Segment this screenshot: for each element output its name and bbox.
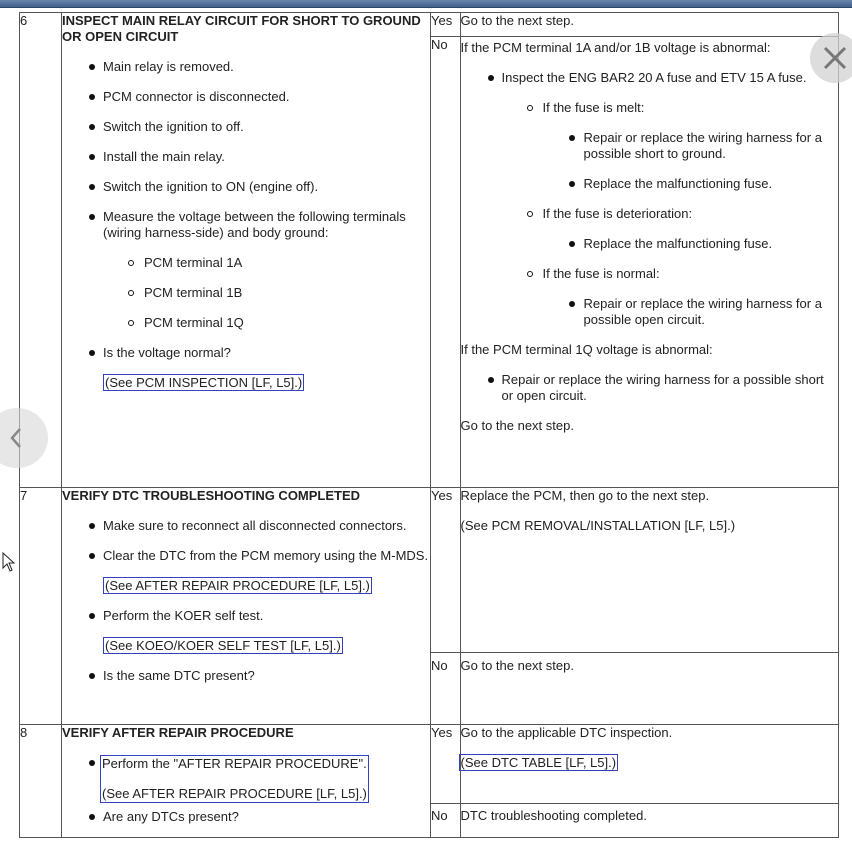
result-cell — [431, 488, 839, 725]
list-subitem: If the fuse is normal: — [461, 266, 839, 282]
list-item: Install the main relay. — [62, 149, 430, 165]
close-icon — [822, 45, 848, 71]
instruction-reference: (See AFTER REPAIR PROCEDURE [LF, L5].) — [102, 786, 367, 801]
step-list — [62, 59, 430, 361]
list-item: Repair or replace the wiring harness for a possible short or open circuit. — [461, 372, 839, 404]
list-item-question: Is the voltage normal? — [62, 345, 430, 361]
step-list — [62, 668, 430, 684]
mouse-pointer-icon — [2, 552, 16, 572]
step-list — [62, 608, 430, 624]
step-number: 6 — [20, 13, 62, 488]
no-label: No — [431, 36, 460, 487]
viewer-title-bar — [0, 0, 852, 8]
table-row-step-6 — [20, 13, 839, 488]
list-item: PCM connector is disconnected. — [62, 89, 430, 105]
yes-reference: (See PCM REMOVAL/INSTALLATION [LF, L5].) — [460, 518, 736, 533]
list-item: Clear the DTC from the PCM memory using the M-MDS. — [62, 548, 430, 564]
no-action: Go to the next step. — [460, 657, 574, 673]
no-action — [460, 36, 838, 487]
yes-label: Yes — [431, 725, 460, 803]
list-item: Replace the malfunctioning fuse. — [461, 176, 839, 192]
list-item: Perform the KOER self test. — [62, 608, 430, 624]
list-item: Make sure to reconnect all disconnected connectors. — [62, 518, 430, 534]
list-subitem: PCM terminal 1B — [62, 285, 430, 301]
step-list — [62, 809, 430, 825]
reference-link[interactable]: (See PCM INSPECTION [LF, L5].) — [105, 375, 303, 390]
boxed-instruction — [62, 755, 430, 803]
close-button[interactable] — [810, 33, 852, 83]
troubleshooting-table — [19, 12, 839, 838]
list-item: Main relay is removed. — [62, 59, 430, 75]
step-number: 7 — [20, 488, 62, 725]
list-subitem: If the fuse is deterioration: — [461, 206, 839, 222]
no-label: No — [431, 652, 460, 724]
list-item: Measure the voltage between the following terminals (wiring harness-side) and body ground: — [62, 209, 430, 241]
table-row-step-7 — [20, 488, 839, 725]
list-item: Repair or replace the wiring harness for a possible short to ground. — [461, 130, 839, 162]
no-end: Go to the next step. — [460, 417, 574, 433]
yes-action — [460, 725, 838, 803]
no-action: DTC troubleshooting completed. — [460, 807, 647, 823]
list-item: Switch the ignition to off. — [62, 119, 430, 135]
result-table — [431, 13, 838, 487]
step-content — [62, 488, 431, 725]
result-cell — [431, 725, 839, 838]
yes-action-text: Replace the PCM, then go to the next step. — [460, 488, 710, 503]
no-intro: If the PCM terminal 1A and/or 1B voltage is abnormal: — [460, 39, 771, 55]
list-item-question: Are any DTCs present? — [62, 809, 430, 825]
reference-link[interactable]: (See AFTER REPAIR PROCEDURE [LF, L5].) — [105, 578, 370, 593]
yes-action-text: Go to the applicable DTC inspection. — [460, 725, 673, 740]
step-title: INSPECT MAIN RELAY CIRCUIT FOR SHORT TO GROUND OR OPEN CIRCUIT — [62, 13, 421, 44]
list-item: Repair or replace the wiring harness for a possible open circuit. — [461, 296, 839, 328]
step-list — [62, 518, 430, 564]
list-item: Switch the ignition to ON (engine off). — [62, 179, 430, 195]
step-content — [62, 725, 431, 838]
result-table — [431, 725, 838, 837]
reference-link-box[interactable] — [100, 755, 369, 803]
step-title: VERIFY AFTER REPAIR PROCEDURE — [62, 725, 294, 740]
reference-link[interactable]: (See DTC TABLE [LF, L5].) — [460, 755, 617, 770]
table-row-step-8 — [20, 725, 839, 838]
step-number: 8 — [20, 725, 62, 838]
yes-label: Yes — [431, 13, 460, 36]
list-subitem: PCM terminal 1Q — [62, 315, 430, 331]
no-1q-intro: If the PCM terminal 1Q voltage is abnormal: — [460, 341, 713, 357]
list-subitem: If the fuse is melt: — [461, 100, 839, 116]
no-label: No — [431, 803, 460, 837]
step-content — [62, 13, 431, 488]
list-item: Replace the malfunctioning fuse. — [461, 236, 839, 252]
bullet — [89, 760, 95, 766]
list-item-question: Is the same DTC present? — [62, 668, 430, 684]
yes-action: Go to the next step. — [460, 13, 838, 36]
step-title: VERIFY DTC TROUBLESHOOTING COMPLETED — [62, 488, 361, 503]
result-cell — [431, 13, 839, 488]
result-table — [431, 488, 838, 724]
yes-label: Yes — [431, 488, 460, 652]
list-subitem: PCM terminal 1A — [62, 255, 430, 271]
list-item: Inspect the ENG BAR2 20 A fuse and ETV 15 A fuse. — [461, 70, 839, 86]
reference-link[interactable]: (See KOEO/KOER SELF TEST [LF, L5].) — [105, 638, 341, 653]
yes-action — [460, 488, 838, 652]
instruction-text: Perform the "AFTER REPAIR PROCEDURE". — [102, 756, 367, 771]
1q-list — [461, 372, 839, 404]
fuse-list — [461, 70, 839, 328]
chevron-left-icon — [8, 426, 24, 450]
